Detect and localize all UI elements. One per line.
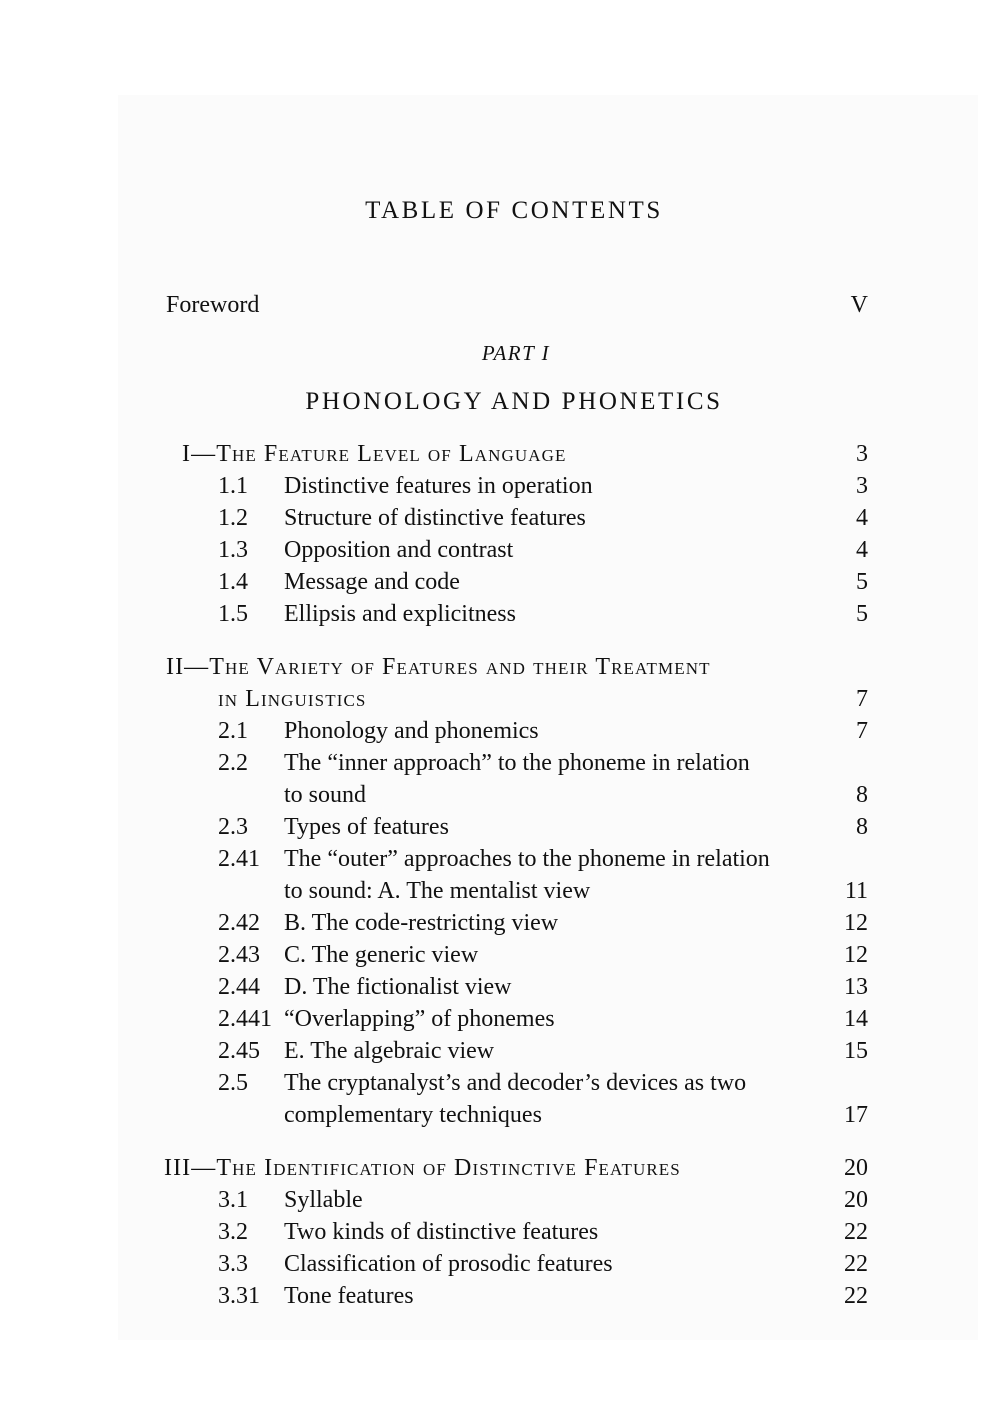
entry-page: 15 — [844, 1038, 868, 1064]
entry-page: 5 — [856, 601, 868, 627]
toc-entry[interactable]: C. The generic view — [284, 942, 479, 968]
toc-entry[interactable]: E. The algebraic view — [284, 1038, 495, 1064]
entry-page: 4 — [856, 537, 868, 563]
toc-entry[interactable]: Opposition and contrast — [284, 537, 514, 563]
entry-page: 22 — [844, 1283, 868, 1309]
entry-page: 17 — [844, 1102, 868, 1128]
toc-entry-line2[interactable]: complementary techniques — [284, 1102, 542, 1128]
entry-page: 12 — [844, 942, 868, 968]
toc-entry[interactable]: Ellipsis and explicitness — [284, 601, 516, 627]
entry-page: 8 — [856, 814, 868, 840]
chapter-1-title[interactable]: I—The Feature Level of Language — [182, 441, 567, 467]
toc-entry[interactable]: Structure of distinctive features — [284, 505, 586, 531]
toc-entry-line2[interactable]: to sound: A. The mentalist view — [284, 878, 591, 904]
toc-entry[interactable]: D. The fictionalist view — [284, 974, 512, 1000]
toc-entry[interactable]: Types of features — [284, 814, 449, 840]
entry-page: 22 — [844, 1251, 868, 1277]
entry-page: 3 — [856, 473, 868, 499]
entry-number: 2.441 — [218, 1006, 272, 1032]
chapter-2-page: 7 — [856, 686, 868, 712]
entry-number: 3.2 — [218, 1219, 248, 1245]
chapter-2-title-line2[interactable]: in Linguistics — [218, 686, 367, 712]
entry-number: 1.3 — [218, 537, 248, 563]
foreword-page: V — [850, 292, 868, 318]
entry-page: 8 — [856, 782, 868, 808]
entry-page: 22 — [844, 1219, 868, 1245]
entry-page: 11 — [844, 878, 868, 904]
toc-entry-line1[interactable]: The “outer” approaches to the phoneme in relation — [284, 846, 770, 872]
entry-number: 3.3 — [218, 1251, 248, 1277]
toc-entry[interactable]: Message and code — [284, 569, 460, 595]
chapter-3-page: 20 — [844, 1155, 868, 1181]
toc-entry-line2[interactable]: to sound — [284, 782, 367, 808]
entry-number: 1.4 — [218, 569, 248, 595]
entry-page: 4 — [856, 505, 868, 531]
page-title: TABLE OF CONTENTS — [365, 197, 663, 224]
toc-entry-line1[interactable]: The “inner approach” to the phoneme in relation — [284, 750, 750, 776]
toc-entry[interactable]: B. The code-restricting view — [284, 910, 559, 936]
foreword-label[interactable]: Foreword — [166, 292, 260, 318]
toc-entry[interactable]: “Overlapping” of phonemes — [284, 1006, 555, 1032]
entry-number: 2.3 — [218, 814, 248, 840]
entry-number: 2.5 — [218, 1070, 248, 1096]
entry-number: 3.1 — [218, 1187, 248, 1213]
entry-number: 1.2 — [218, 505, 248, 531]
part-label: PART I — [481, 341, 551, 365]
entry-number: 1.1 — [218, 473, 248, 499]
entry-number: 2.42 — [218, 910, 260, 936]
entry-number: 3.31 — [218, 1283, 260, 1309]
part-title: PHONOLOGY AND PHONETICS — [305, 388, 723, 415]
toc-entry[interactable]: Phonology and phonemics — [284, 718, 539, 744]
entry-number: 2.44 — [218, 974, 260, 1000]
entry-number: 2.1 — [218, 718, 248, 744]
entry-number: 2.41 — [218, 846, 260, 872]
entry-page: 12 — [844, 910, 868, 936]
entry-number: 2.43 — [218, 942, 260, 968]
toc-entry[interactable]: Syllable — [284, 1187, 363, 1213]
entry-number: 2.2 — [218, 750, 248, 776]
entry-page: 13 — [844, 974, 868, 1000]
toc-entry[interactable]: Two kinds of distinctive features — [284, 1219, 599, 1245]
entry-page: 7 — [856, 718, 868, 744]
toc-entry[interactable]: Classification of prosodic features — [284, 1251, 613, 1277]
chapter-2-title-line1[interactable]: II—The Variety of Features and their Treatment — [166, 654, 711, 680]
entry-number: 2.45 — [218, 1038, 260, 1064]
chapter-1-page: 3 — [856, 441, 868, 467]
chapter-3-title[interactable]: III—The Identification of Distinctive Features — [164, 1155, 681, 1181]
entry-page: 20 — [844, 1187, 868, 1213]
entry-page: 5 — [856, 569, 868, 595]
toc-entry-line1[interactable]: The cryptanalyst’s and decoder’s devices as two — [284, 1070, 747, 1096]
entry-number: 1.5 — [218, 601, 248, 627]
toc-entry[interactable]: Distinctive features in operation — [284, 473, 593, 499]
toc-entry[interactable]: Tone features — [284, 1283, 414, 1309]
entry-page: 14 — [844, 1006, 868, 1032]
